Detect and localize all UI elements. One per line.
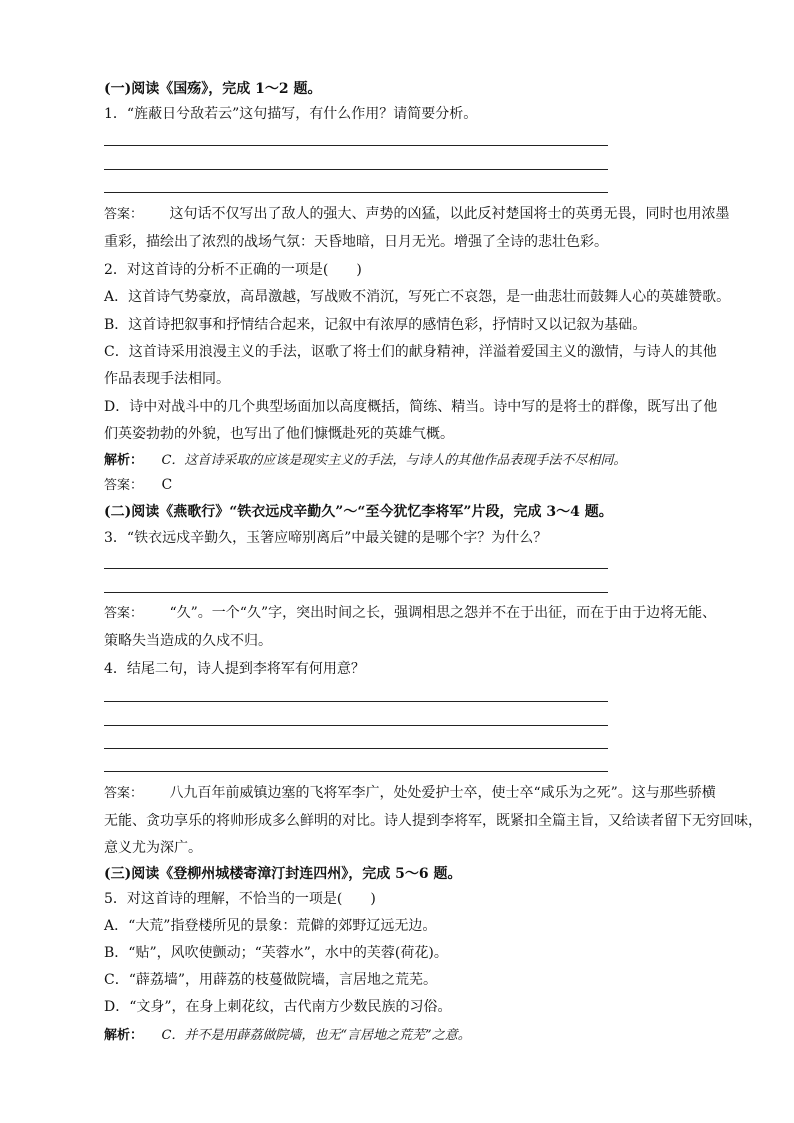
option-2d-line-2: 们英姿勃勃的外貌，也写出了他们慷慨赴死的英雄气概。: [104, 426, 454, 442]
answer-2-text: C: [161, 477, 173, 493]
answer-1-line-2: 重彩，描绘出了浓烈的战场气氛：天昏地暗，日月无光。增强了全诗的悲壮色彩。: [104, 234, 608, 250]
answer-line: [104, 169, 608, 170]
section-1-header: (一)阅读《国殇》，完成 1～2 题。: [104, 81, 322, 97]
answer-line: [104, 592, 608, 593]
answer-line: [104, 701, 608, 702]
analysis-2: [104, 450, 626, 471]
answer-3-line-2: 策略失当造成的久戍不归。: [104, 633, 272, 649]
question-1: 1．“旌蔽日兮敌若云”这句描写，有什么作用？请简要分析。: [104, 106, 478, 122]
section-2-header: (二)阅读《燕歌行》“铁衣远戍辛勤久”～“至今犹忆李将军”片段，完成 3～4 题。: [104, 504, 613, 520]
option-5b: B．“贴”，风吹使颤动；“芙蓉水”，水中的芙蓉(荷花)。: [104, 945, 448, 961]
answer-4-text: 八九百年前威镇边塞的飞将军李广，处处爱护士卒，使士卒“咸乐为之死”。这与那些骄横: [169, 785, 716, 801]
option-2a: A．这首诗气势豪放，高昂激越，写战败不消沉，写死亡不哀怨，是一曲悲壮而鼓舞人心的英雄赞歌。: [104, 289, 731, 305]
answer-4-line-2: 无能、贪功享乐的将帅形成多么鲜明的对比。诗人提到李将军，既紧扣全篇主旨，又给读者留下无穷回味，: [104, 813, 762, 829]
option-2d-line-1: D．诗中对战斗中的几个典型场面加以高度概括，简练、精当。诗中写的是将士的群像，既写出了他: [104, 399, 718, 415]
question-4: 4．结尾二句，诗人提到李将军有何用意？: [104, 661, 365, 677]
answer-line: [104, 568, 608, 569]
answer-4-line-3: 意义尤为深广。: [104, 840, 202, 856]
answer-3-text: “久”。一个“久”字，突出时间之长，强调相思之怨并不在于出征，而在于由于边将无能、: [169, 605, 717, 621]
answer-3-line-1: [104, 603, 716, 624]
option-5c: C．“薜荔墙”，用薜荔的枝蔓做院墙，言居地之荒芜。: [104, 972, 438, 988]
option-2c-line-2: 作品表现手法相同。: [104, 371, 230, 387]
answer-line: [104, 748, 608, 749]
question-5: 5．对这首诗的理解，不恰当的一项是( ): [104, 891, 376, 907]
answer-1-text: 这句话不仅写出了敌人的强大、声势的凶猛，以此反衬楚国将士的英勇无畏，同时也用浓墨: [169, 206, 730, 222]
answer-label: 答案：: [104, 478, 144, 493]
analysis-2-text: C．这首诗采取的应该是现实主义的手法，与诗人的其他作品表现手法不尽相同。: [161, 453, 627, 468]
analysis-5-text: C．并不是用薜荔做院墙，也无“言居地之荒芜”之意。: [161, 1028, 471, 1043]
question-2: 2．对这首诗的分析不正确的一项是( ): [104, 262, 362, 278]
option-2b: B．这首诗把叙事和抒情结合起来，记叙中有浓厚的感情色彩，抒情时又以记叙为基础。: [104, 317, 647, 333]
analysis-label: 解析：: [104, 1028, 144, 1043]
answer-1-line-1: [104, 204, 729, 225]
option-5a: A．“大荒”指登楼所见的景象：荒僻的郊野辽远无边。: [104, 918, 437, 934]
answer-label: 答案：: [104, 207, 144, 222]
answer-line: [104, 725, 608, 726]
answer-line: [104, 771, 608, 772]
question-3: 3．“铁衣远戍辛勤久，玉箸应啼别离后”中最关键的是哪个字？为什么？: [104, 530, 548, 546]
answer-label: 答案：: [104, 606, 144, 621]
analysis-5: [104, 1025, 471, 1046]
answer-line: [104, 145, 608, 146]
answer-label: 答案：: [104, 786, 144, 801]
option-2c-line-1: C．这首诗采用浪漫主义的手法，讴歌了将士们的献身精神，洋溢着爱国主义的激情，与诗人的其他: [104, 344, 717, 360]
answer-line: [104, 192, 608, 193]
answer-4-line-1: [104, 783, 716, 804]
option-5d: D．“文身”，在身上刺花纹，古代南方少数民族的习俗。: [104, 999, 452, 1015]
answer-2: [104, 475, 172, 496]
analysis-label: 解析：: [104, 453, 144, 468]
section-3-header: (三)阅读《登柳州城楼寄漳汀封连四州》，完成 5～6 题。: [104, 866, 462, 882]
